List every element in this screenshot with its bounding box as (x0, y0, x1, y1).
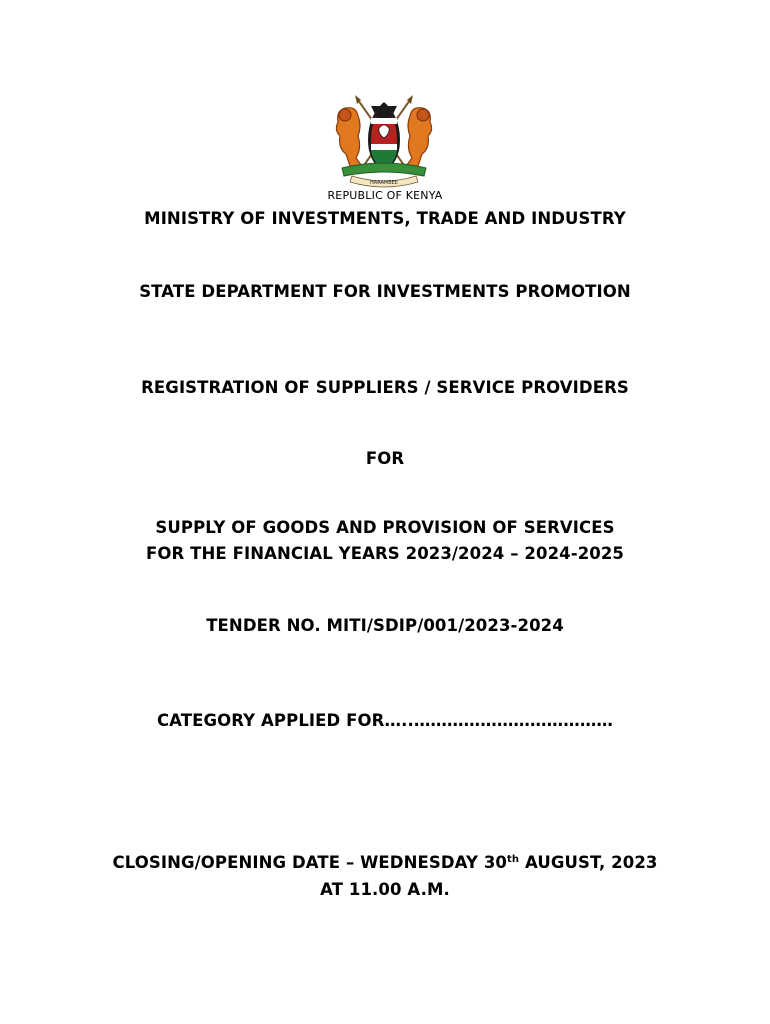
ministry-title: MINISTRY OF INVESTMENTS, TRADE AND INDUSTRY (144, 209, 626, 228)
republic-of-kenya-label: REPUBLIC OF KENYA (327, 189, 443, 202)
for-label: FOR (365, 449, 405, 468)
state-department-title: STATE DEPARTMENT FOR INVESTMENTS PROMOTION (139, 282, 631, 301)
closing-date-prefix: CLOSING/OPENING DATE – WEDNESDAY 30 (112, 853, 508, 872)
supply-heading-line-1: SUPPLY OF GOODS AND PROVISION OF SERVICES (155, 518, 615, 537)
closing-date-ordinal: th (507, 854, 520, 865)
tender-number: TENDER NO. MITI/SDIP/001/2023-2024 (206, 616, 564, 635)
closing-date-line (0, 853, 770, 872)
svg-text:HARAMBEE: HARAMBEE (370, 180, 398, 186)
registration-heading: REGISTRATION OF SUPPLIERS / SERVICE PROVIDERS (141, 378, 629, 397)
closing-time-line: AT 11.00 A.M. (320, 880, 450, 899)
supply-heading-line-2: FOR THE FINANCIAL YEARS 2023/2024 – 2024-2025 (145, 544, 625, 563)
coat-of-arms-emblem (328, 92, 440, 190)
closing-date-suffix: AUGUST, 2023 (519, 853, 658, 872)
category-applied-for-field: CATEGORY APPLIED FOR…..……………………………… (156, 711, 614, 730)
